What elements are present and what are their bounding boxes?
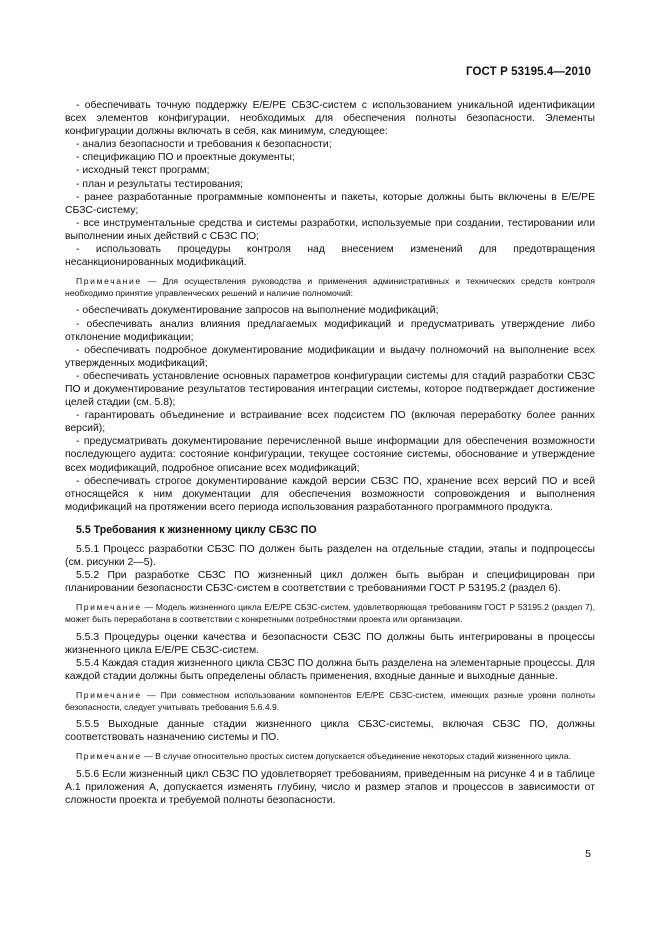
clause-5-5-1: 5.5.1 Процесс разработки СБЗС ПО должен быть разделен на отдельные стадии, этапы и подпроцессы (см. рисунки 2—5). <box>65 544 595 569</box>
list-item: - использовать процедуры контроля над внесением изменений для предотвращения несанкционированных модификаций. <box>65 244 595 269</box>
list-item: - исходный текст программ; <box>76 165 210 177</box>
list-item: - предусматривать документирование перечисленной выше информации для обеспечения возможности последующего аудита: состояние конфигурации, текущее состояние системы, обоснование и утверждение всех модификаций, подробное описание всех модификаций; <box>65 436 595 474</box>
note-text: — При совместном использовании компонентов Е/Е/РЕ СБЗС-систем, имеющих разные уровни полноты безопасности, следует учитывать требования 5.6.4.9. <box>65 689 595 712</box>
list-item: - гарантировать объединение и встраивание всех подсистем ПО (включая переработку более ранних версий); <box>65 410 595 435</box>
list-item: - план и результаты тестирования; <box>76 178 244 190</box>
note-text: — Модель жизненного цикла Е/Е/РЕ СБЗС-систем, удовлетворяющая требованиям ГОСТ Р 53195.2 (раздел 7), может быть переработана в соответствии с конкретными потребностями проекта или организации. <box>65 602 596 624</box>
list-item: - спецификацию ПО и проектные документы; <box>76 152 295 164</box>
note-label: Примечание <box>76 689 142 700</box>
document-body <box>65 99 595 807</box>
note-paragraph <box>65 751 595 763</box>
list-item: - анализ безопасности и требования к безопасности; <box>76 139 332 151</box>
paragraph: - обеспечивать точную поддержку Е/Е/РЕ СБЗС-систем с использованием уникальной идентификации всех элементов конфигурации, необходимых для обеспечения полноты безопасности. Элементы конфигурации должны включать в себя, как минимум, следующее: <box>65 100 595 138</box>
note-text: — Для осуществления руководства и применения административных и технических средств контроля необходимо принятие управленческих решений и наличие полномочий: <box>65 276 595 298</box>
list-item: - обеспечивать установление основных параметров конфигурации системы для стадий разработки СБЗС ПО и документирование результатов тестирования интеграции системы, которое подтверждает достижение целей стадии (см. 5.8); <box>65 370 595 409</box>
list-item: - обеспечивать подробное документирование модификации и выдачу полномочий на выполнение всех утвержденных модификаций; <box>65 344 595 369</box>
note-label: Примечание <box>76 602 142 613</box>
list-item: - обеспечивать анализ влияния предлагаемых модификаций и предусматривать утверждение либо отклонение модификации; <box>65 318 595 343</box>
clause-5-5-4: 5.5.4 Каждая стадия жизненного цикла СБЗС ПО должна быть разделена на элементарные процессы. Для каждой стадии должны быть определены область применения, входные данные и выходные данные. <box>65 657 595 682</box>
note-label: Примечание <box>76 276 142 287</box>
page-number: 5 <box>585 848 591 860</box>
section-heading: 5.5 Требования к жизненному циклу СБЗС ПО <box>76 523 317 536</box>
note-paragraph <box>65 602 595 625</box>
list-item: - обеспечивать строгое документирование каждой версии СБЗС ПО, хранение всех версий ПО и всей относящейся к ним документации для обеспечения возможности сопровождения и выполнения модификаций на протяжении всего периода использования разработанного программного продукта. <box>65 475 595 513</box>
clause-5-5-5: 5.5.5 Выходные данные стадии жизненного цикла СБЗС-системы, включая СБЗС ПО, должны соответствовать назначению системы и ПО. <box>65 719 595 744</box>
note-paragraph <box>65 690 595 713</box>
document-code-header: ГОСТ Р 53195.4—2010 <box>466 66 591 78</box>
list-item: - обеспечивать документирование запросов на выполнение модификаций; <box>76 305 439 317</box>
clause-5-5-6: 5.5.6 Если жизненный цикл СБЗС ПО удовлетворяет требованиям, приведенным на рисунке 4 и в таблице А.1 приложения А, допускается изменять глубину, число и размер этапов и процессов в зависимости от сложности проекта и требуемой полноты безопасности. <box>65 768 595 807</box>
note-paragraph <box>65 276 595 299</box>
clause-5-5-2: 5.5.2 При разработке СБЗС ПО жизненный цикл должен быть выбран и специфицирован при планировании безопасности СБЗС-систем в соответствии с требованиями ГОСТ Р 53195.2 (раздел 6). <box>65 570 595 595</box>
list-item: - ранее разработанные программные компоненты и пакеты, которые должны быть включены в Е/Е/РЕ СБЗС-систему; <box>65 191 595 216</box>
clause-5-5-3: 5.5.3 Процедуры оценки качества и безопасности СБЗС ПО должны быть интегрированы в процессы жизненного цикла Е/Е/РЕ СБЗС-систем. <box>65 631 595 656</box>
list-item: - все инструментальные средства и системы разработки, используемые при создании, тестировании или выполнении иных действий с СБЗС ПО; <box>65 217 595 242</box>
note-label: Примечание <box>76 751 142 762</box>
note-text: — В случае относительно простых систем допускается объединение некоторых стадий жизненного цикла. <box>144 751 571 762</box>
